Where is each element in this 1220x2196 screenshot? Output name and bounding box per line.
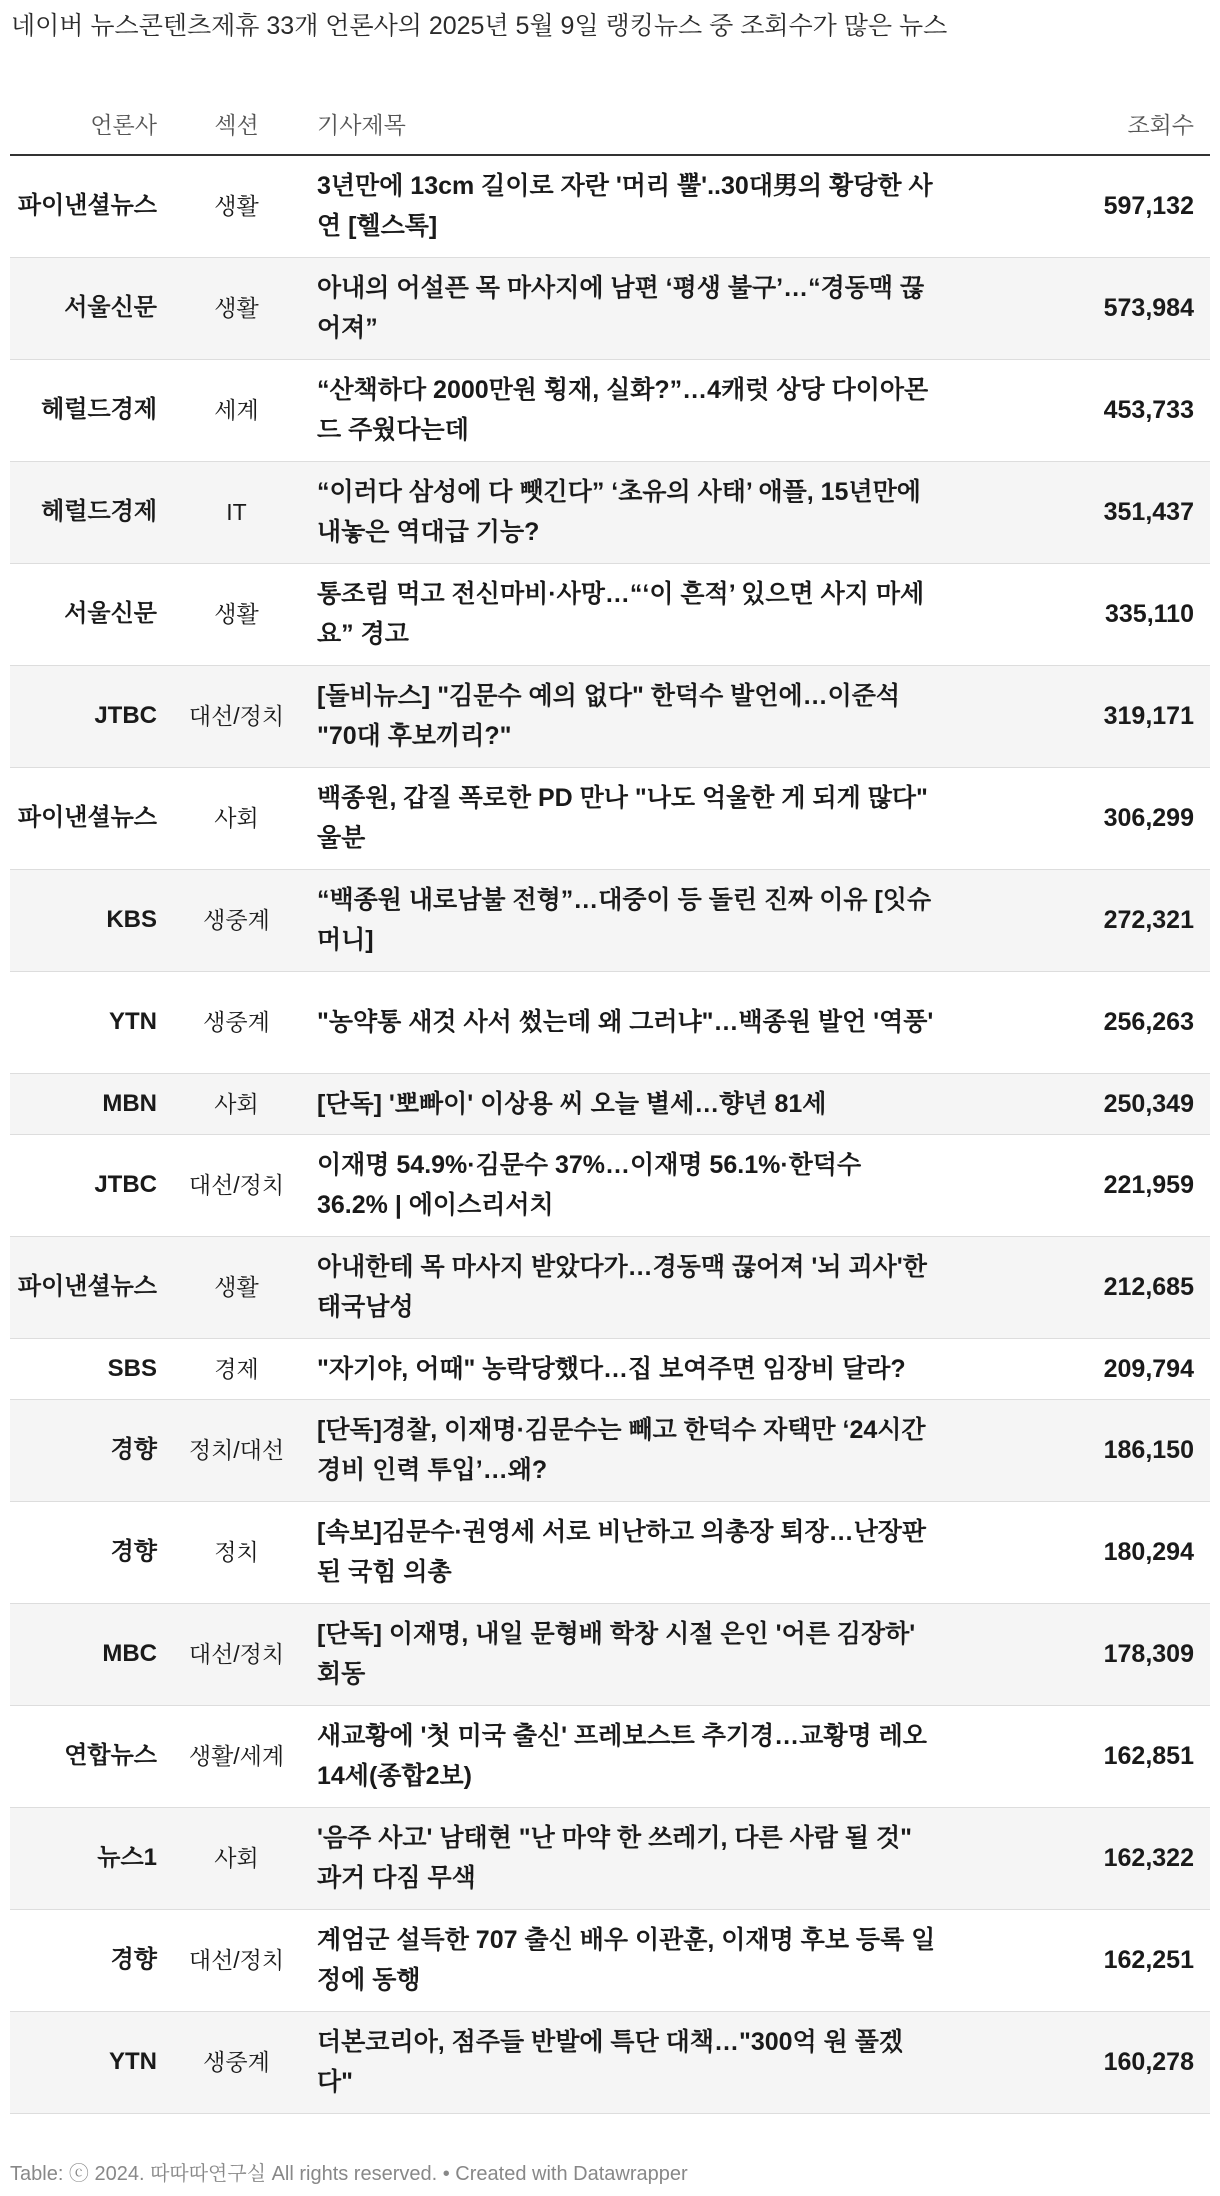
publisher-cell: 서울신문 [10,257,175,359]
section-cell: 생활/세계 [175,1705,298,1807]
table-row [10,1338,1210,1399]
table-row [10,1705,1210,1807]
publisher-cell: YTN [10,2011,175,2113]
publisher-cell: 서울신문 [10,563,175,665]
news-table [10,92,1210,2114]
views-cell: 597,132 [951,155,1210,257]
header-section[interactable]: 섹션 [175,92,298,155]
section-cell: 대선/정치 [175,1909,298,2011]
publisher-cell: 뉴스1 [10,1807,175,1909]
table-row [10,1807,1210,1909]
section-cell: IT [175,461,298,563]
headline-cell: 새교황에 '첫 미국 출신' 프레보스트 추기경…교황명 레오 14세(종합2보) [298,1705,951,1807]
table-row [10,461,1210,563]
publisher-cell: YTN [10,971,175,1073]
table-row [10,1399,1210,1501]
views-cell: 209,794 [951,1338,1210,1399]
table-row [10,359,1210,461]
publisher-cell: JTBC [10,1134,175,1236]
views-cell: 162,251 [951,1909,1210,2011]
views-cell: 186,150 [951,1399,1210,1501]
headline-cell: 통조림 먹고 전신마비·사망…“‘이 흔적’ 있으면 사지 마세요” 경고 [298,563,951,665]
table-row [10,563,1210,665]
views-cell: 351,437 [951,461,1210,563]
table-row [10,1073,1210,1134]
publisher-cell: 헤럴드경제 [10,359,175,461]
section-cell: 생중계 [175,971,298,1073]
publisher-cell: 연합뉴스 [10,1705,175,1807]
section-cell: 사회 [175,767,298,869]
table-header [10,92,1210,155]
views-cell: 256,263 [951,971,1210,1073]
section-cell: 대선/정치 [175,1134,298,1236]
table-body [10,155,1210,2113]
section-cell: 경제 [175,1338,298,1399]
section-cell: 생활 [175,1236,298,1338]
table-row [10,2011,1210,2113]
section-cell: 대선/정치 [175,1603,298,1705]
section-cell: 생활 [175,563,298,665]
header-views[interactable]: 조회수 [951,92,1210,155]
publisher-cell: 파이낸셜뉴스 [10,155,175,257]
table-row [10,665,1210,767]
section-cell: 사회 [175,1073,298,1134]
publisher-cell: KBS [10,869,175,971]
views-cell: 180,294 [951,1501,1210,1603]
headline-cell: 이재명 54.9%·김문수 37%…이재명 56.1%·한덕수 36.2% | 에이스리서치 [298,1134,951,1236]
table-row [10,1501,1210,1603]
section-cell: 정치/대선 [175,1399,298,1501]
headline-cell: “산책하다 2000만원 횡재, 실화?”…4캐럿 상당 다이아몬드 주웠다는데 [298,359,951,461]
views-cell: 160,278 [951,2011,1210,2113]
header-row [10,92,1210,155]
section-cell: 생활 [175,155,298,257]
table-footer: Table: ⓒ 2024. 따따따연구실 All rights reserved. • Created with Datawrapper [10,2163,688,2185]
section-cell: 사회 [175,1807,298,1909]
headline-cell: '음주 사고' 남태현 "난 마약 한 쓰레기, 다른 사람 될 것" 과거 다짐 무색 [298,1807,951,1909]
headline-cell: [속보]김문수·권영세 서로 비난하고 의총장 퇴장…난장판 된 국힘 의총 [298,1501,951,1603]
publisher-cell: SBS [10,1338,175,1399]
publisher-cell: 경향 [10,1501,175,1603]
section-cell: 대선/정치 [175,665,298,767]
table-row [10,1134,1210,1236]
views-cell: 250,349 [951,1073,1210,1134]
table-row [10,767,1210,869]
views-cell: 212,685 [951,1236,1210,1338]
headline-cell: 아내의 어설픈 목 마사지에 남편 ‘평생 불구’…“경동맥 끊어져” [298,257,951,359]
publisher-cell: 경향 [10,1909,175,2011]
headline-cell: 계엄군 설득한 707 출신 배우 이관훈, 이재명 후보 등록 일정에 동행 [298,1909,951,2011]
headline-cell: “이러다 삼성에 다 뺏긴다” ‘초유의 사태’ 애플, 15년만에 내놓은 역대급 기능? [298,461,951,563]
publisher-cell: MBC [10,1603,175,1705]
views-cell: 221,959 [951,1134,1210,1236]
views-cell: 272,321 [951,869,1210,971]
section-cell: 생중계 [175,2011,298,2113]
headline-cell: 3년만에 13cm 길이로 자란 '머리 뿔'..30대男의 황당한 사연 [헬스톡] [298,155,951,257]
headline-cell: 백종원, 갑질 폭로한 PD 만나 "나도 억울한 게 되게 많다" 울분 [298,767,951,869]
headline-cell: "농약통 새것 사서 썼는데 왜 그러냐"…백종원 발언 '역풍' [298,971,951,1073]
table-row [10,869,1210,971]
section-cell: 생중계 [175,869,298,971]
table-row [10,155,1210,257]
views-cell: 453,733 [951,359,1210,461]
headline-cell: [단독]경찰, 이재명·김문수는 빼고 한덕수 자택만 ‘24시간 경비 인력 투입’…왜? [298,1399,951,1501]
headline-cell: 더본코리아, 점주들 반발에 특단 대책…"300억 원 풀겠다" [298,2011,951,2113]
headline-cell: "자기야, 어때" 농락당했다…집 보여주면 임장비 달라? [298,1338,951,1399]
header-publisher[interactable]: 언론사 [10,92,175,155]
chart-title: 네이버 뉴스콘텐츠제휴 33개 언론사의 2025년 5월 9일 랭킹뉴스 중 조회수가 많은 뉴스 [11,12,948,40]
section-cell: 정치 [175,1501,298,1603]
views-cell: 178,309 [951,1603,1210,1705]
section-cell: 세계 [175,359,298,461]
table-row [10,971,1210,1073]
views-cell: 335,110 [951,563,1210,665]
views-cell: 306,299 [951,767,1210,869]
views-cell: 162,851 [951,1705,1210,1807]
views-cell: 319,171 [951,665,1210,767]
publisher-cell: JTBC [10,665,175,767]
section-cell: 생활 [175,257,298,359]
table-row [10,1236,1210,1338]
table-row [10,1603,1210,1705]
headline-cell: [단독] '뽀빠이' 이상용 씨 오늘 별세…향년 81세 [298,1073,951,1134]
publisher-cell: 파이낸셜뉴스 [10,767,175,869]
publisher-cell: 헤럴드경제 [10,461,175,563]
publisher-cell: MBN [10,1073,175,1134]
views-cell: 162,322 [951,1807,1210,1909]
table-row [10,1909,1210,2011]
publisher-cell: 파이낸셜뉴스 [10,1236,175,1338]
headline-cell: 아내한테 목 마사지 받았다가…경동맥 끊어져 '뇌 괴사'한 태국남성 [298,1236,951,1338]
header-headline[interactable]: 기사제목 [298,92,951,155]
headline-cell: [돌비뉴스] "김문수 예의 없다" 한덕수 발언에…이준석 "70대 후보끼리?" [298,665,951,767]
publisher-cell: 경향 [10,1399,175,1501]
table-row [10,257,1210,359]
views-cell: 573,984 [951,257,1210,359]
headline-cell: [단독] 이재명, 내일 문형배 학창 시절 은인 '어른 김장하' 회동 [298,1603,951,1705]
headline-cell: “백종원 내로남불 전형”…대중이 등 돌린 진짜 이유 [잇슈 머니] [298,869,951,971]
